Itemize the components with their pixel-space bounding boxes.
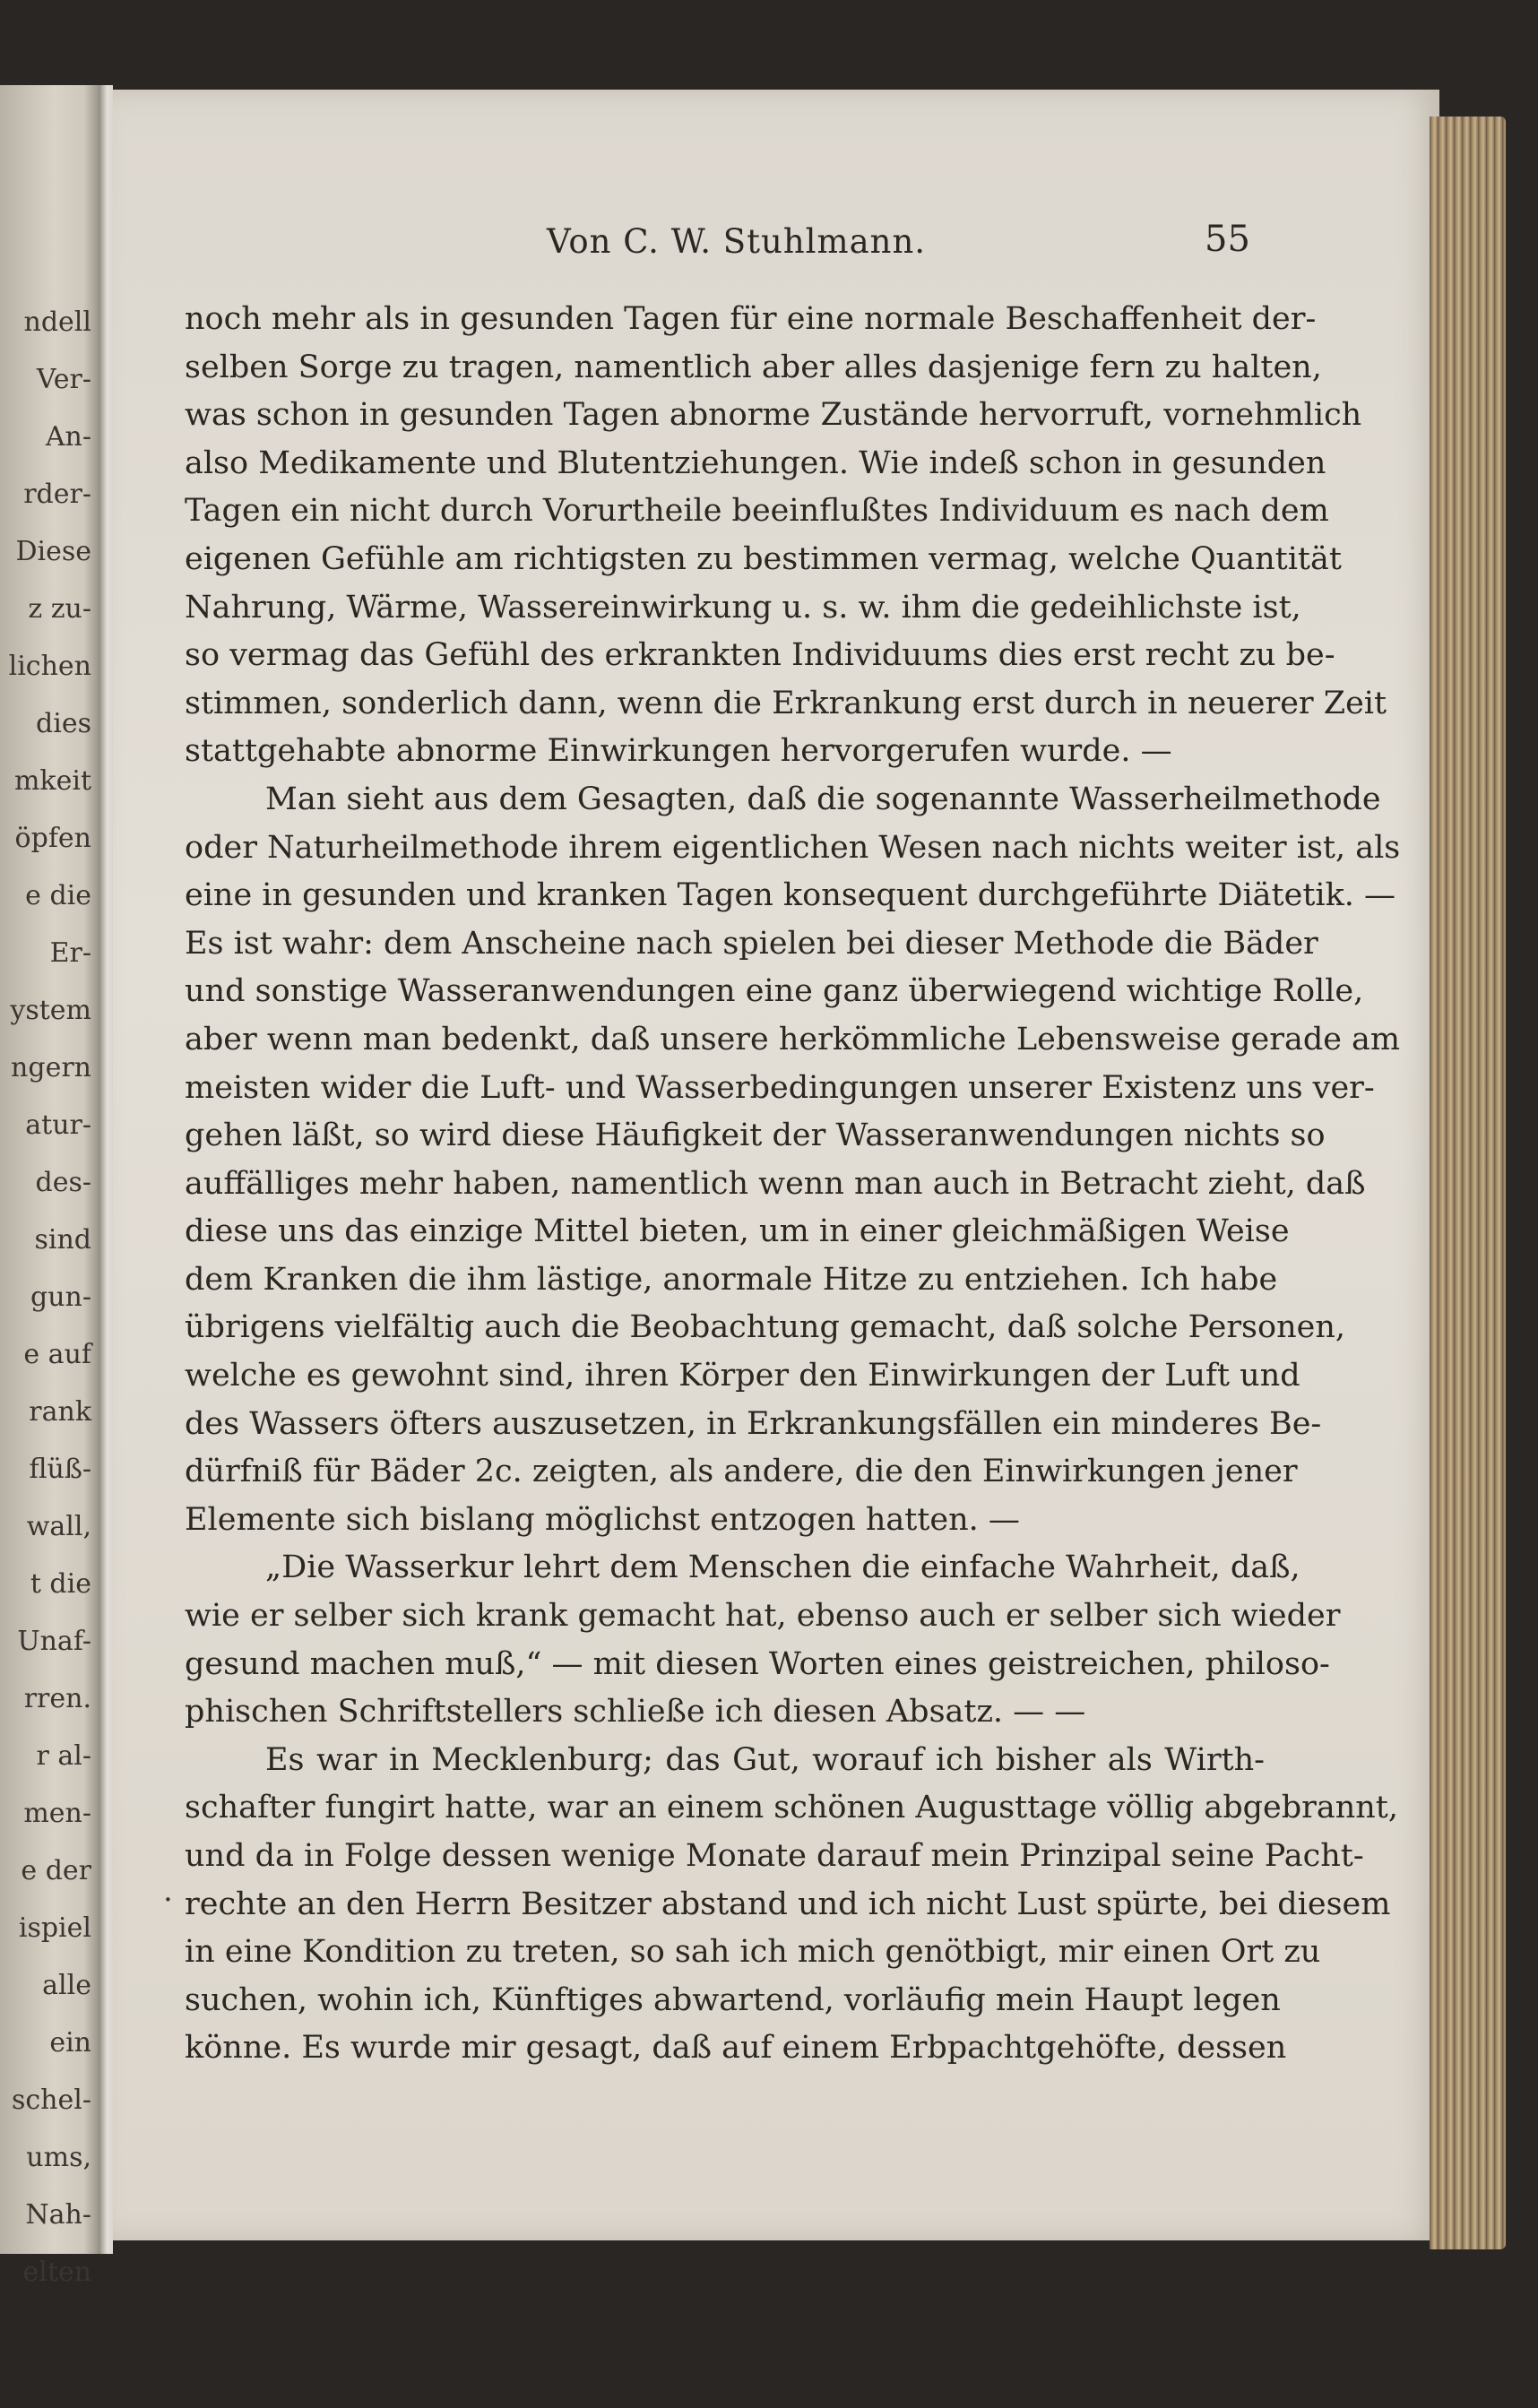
text-line: also Medikamente und Blutentziehungen. Wie indeß schon in gesunden [185, 444, 1326, 481]
left-page-fragment: men- [23, 1798, 91, 1829]
left-page-fragment: öpfen [14, 823, 91, 854]
left-page-fragment: Diese [15, 536, 91, 567]
left-page-fragment: gun- [30, 1282, 91, 1313]
left-page-fragment: e auf [23, 1339, 91, 1370]
text-line: noch mehr als in gesunden Tagen für eine normale Beschaffenheit der- [185, 301, 1317, 337]
text-line: gesund machen muß,“ — mit diesen Worten eines geistreichen, philoso- [185, 1645, 1330, 1682]
left-page-fragment: ngern [11, 1052, 91, 1083]
text-line: eigenen Gefühle am richtigsten zu bestimmen vermag, welche Quantität [185, 540, 1342, 577]
text-line: des Wassers öfters auszusetzen, in Erkrankungsfällen ein minderes Be- [185, 1405, 1322, 1442]
left-page-fragment: wall, [26, 1511, 91, 1542]
left-page-fragment: sind [34, 1224, 91, 1256]
text-line: und da in Folge dessen wenige Monate darauf mein Prinzipal seine Pacht- [185, 1838, 1364, 1874]
text-line: diese uns das einzige Mittel bieten, um in einer gleichmäßigen Weise [185, 1213, 1290, 1250]
left-page-fragment: ndell [23, 306, 91, 338]
text-line: „Die Wasserkur lehrt dem Menschen die einfache Wahrheit, daß, [265, 1549, 1300, 1586]
text-line: Nahrung, Wärme, Wassereinwirkung u. s. w. ihm die gedeihlichste ist, [185, 589, 1301, 626]
left-page-fragment: Er- [49, 937, 91, 969]
running-head: Von C. W. Stuhlmann. [547, 222, 927, 261]
left-page-fragment: mkeit [13, 765, 91, 797]
left-page-fragment: Ver- [36, 364, 91, 395]
left-page-fragment: atur- [25, 1109, 91, 1141]
left-page-fragment: ispiel [18, 1912, 91, 1944]
text-line: stattgehabte abnorme Einwirkungen hervorgerufen wurde. — [185, 733, 1172, 770]
left-page-fragment: dies [36, 708, 91, 739]
left-page-fragment: rank [29, 1396, 91, 1428]
text-line: welche es gewohnt sind, ihren Körper den Einwirkungen der Luft und [185, 1358, 1300, 1394]
book-gutter [99, 85, 113, 2254]
left-page-fragment: alle [42, 1970, 91, 2001]
margin-mark: . [163, 1873, 173, 1909]
text-line: schafter fungirt hatte, war an einem schönen Augusttage völlig abgebrannt, [185, 1790, 1398, 1826]
left-page-fragment: schel- [11, 2084, 91, 2116]
left-page-fragment: An- [45, 421, 91, 453]
left-page-fragment: e der [21, 1855, 91, 1886]
text-line: was schon in gesunden Tagen abnorme Zustände hervorruft, vornehmlich [185, 397, 1362, 434]
text-line: dürfniß für Bäder 2c. zeigten, als andere, die den Einwirkungen jener [185, 1454, 1298, 1490]
text-line: Man sieht aus dem Gesagten, daß die sogenannte Wasserheilmethode [265, 781, 1381, 817]
left-page-fragment: r al- [36, 1740, 91, 1772]
text-line: Tagen ein nicht durch Vorurtheile beeinflußtes Individuum es nach dem [185, 493, 1329, 530]
text-line: meisten wider die Luft- und Wasserbedingungen unserer Existenz uns ver- [185, 1069, 1375, 1106]
text-line: Es war in Mecklenburg; das Gut, worauf ich bisher als Wirth- [265, 1741, 1265, 1778]
text-line: phischen Schriftstellers schließe ich diesen Absatz. — — [185, 1694, 1086, 1730]
left-page-fragment: Unaf- [17, 1626, 91, 1657]
left-page-fragment: lichen [8, 651, 91, 682]
text-line: auffälliges mehr haben, namentlich wenn man auch in Betracht zieht, daß [185, 1165, 1366, 1202]
text-line: in eine Kondition zu treten, so sah ich mich genötbigt, mir einen Ort zu [185, 1934, 1321, 1971]
left-page-fragment: Nah- [25, 2199, 91, 2231]
left-page-fragment: flüß- [29, 1454, 91, 1485]
text-line: rechte an den Herrn Besitzer abstand und ich nicht Lust spürte, bei diesem [185, 1886, 1391, 1922]
left-page-fragment: ystem [10, 995, 91, 1026]
text-line: könne. Es wurde mir gesagt, daß auf einem Erbpachtgehöfte, dessen [185, 2030, 1287, 2067]
body-text [185, 296, 1401, 2073]
text-line: Es ist wahr: dem Anscheine nach spielen bei dieser Methode die Bäder [185, 925, 1318, 962]
left-page-fragment: z zu- [28, 593, 91, 625]
left-page-fragment: rren. [23, 1683, 91, 1714]
left-page-fragment: e die [25, 880, 91, 911]
text-line: oder Naturheilmethode ihrem eigentlichen Wesen nach nichts weiter ist, als [185, 829, 1401, 866]
text-line: übrigens vielfältig auch die Beobachtung gemacht, daß solche Personen, [185, 1309, 1345, 1346]
text-line: eine in gesunden und kranken Tagen konsequent durchgeführte Diätetik. — [185, 877, 1396, 914]
page-block-edges [1430, 117, 1506, 2249]
text-line: dem Kranken die ihm lästige, anormale Hitze zu entziehen. Ich habe [185, 1261, 1278, 1298]
left-page-fragment: des- [35, 1167, 91, 1198]
left-page-fragment: ums, [26, 2142, 91, 2173]
page-number: 55 [1205, 219, 1250, 260]
text-line: und sonstige Wasseranwendungen eine ganz überwiegend wichtige Rolle, [185, 973, 1364, 1010]
text-line: stimmen, sonderlich dann, wenn die Erkrankung erst durch in neuerer Zeit [185, 685, 1387, 721]
text-line: suchen, wohin ich, Künftiges abwartend, vorläufig mein Haupt legen [185, 1981, 1281, 2018]
left-page-edge [0, 85, 99, 2288]
text-line: Elemente sich bislang möglichst entzogen hatten. — [185, 1501, 1020, 1538]
left-page-fragment: rder- [23, 479, 91, 510]
text-line: gehen läßt, so wird diese Häufigkeit der Wasseranwendungen nichts so [185, 1118, 1326, 1154]
text-line: aber wenn man bedenkt, daß unsere herkömmliche Lebensweise gerade am [185, 1021, 1401, 1057]
left-page-fragment: elten [22, 2257, 91, 2288]
left-page-fragment: ein [49, 2027, 91, 2058]
text-line: so vermag das Gefühl des erkrankten Individuums dies erst recht zu be- [185, 637, 1335, 674]
text-line: selben Sorge zu tragen, namentlich aber alles dasjenige fern zu halten, [185, 349, 1322, 385]
text-line: wie er selber sich krank gemacht hat, ebenso auch er selber sich wieder [185, 1598, 1341, 1635]
left-page-fragment: t die [30, 1568, 91, 1600]
